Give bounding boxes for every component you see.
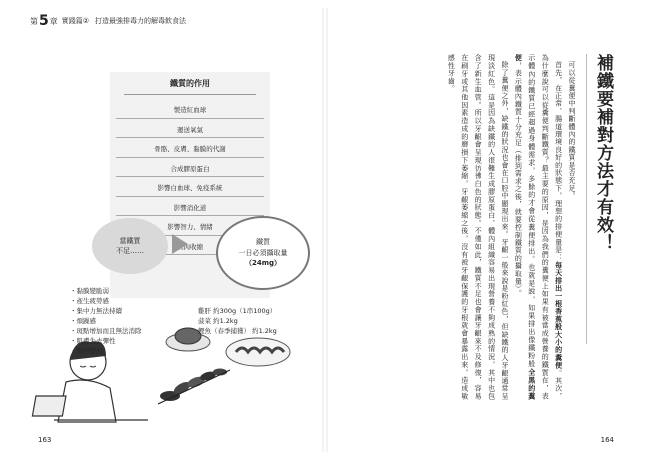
right-page-number: 164 (600, 436, 614, 444)
deficiency-line-2: 不足…… (116, 247, 144, 255)
text-run: 可以從糞便中判斷體內的鐵質是否充足。 (568, 61, 576, 200)
effect-item: 製造紅血球 (116, 102, 264, 119)
chapter-title: 打造最強排毒力的解毒飲食法 (95, 17, 187, 25)
text-run: 。其次，為什麼說可以從糞便判斷鐵質？最主要的原因，是因為我們的糞便上如果有被當成營養的鐵質在，表示體內的鐵質已經超過身體需求，多餘的才會從糞便排出。也就是說，如果排出像鐵粉般 (527, 54, 563, 400)
bold-phrase: 全黑的糞便 (514, 54, 536, 400)
symptom-item: ・ 肌膚失去彈性 (70, 336, 142, 346)
body-paragraph (511, 54, 565, 400)
text-run: 首先，在正常、腸道環境良好的狀態下，理想的排便量是： (554, 61, 563, 262)
effect-item: 合成膠原蛋白 (116, 161, 264, 178)
intake-line-1: 鐵質 (256, 238, 270, 247)
chapter-suffix: 章 (49, 16, 58, 26)
chapter-prefix: 第 (30, 16, 38, 26)
chapter-number: 5 (39, 13, 49, 29)
bonito-plate-icon (226, 338, 290, 366)
body-text (330, 54, 578, 400)
intake-line-2: 一日必須攝取量 (238, 248, 288, 257)
daily-intake-bubble (216, 216, 310, 290)
spinach-icon (158, 369, 230, 405)
arrow-right-icon (172, 234, 188, 254)
right-page (330, 10, 622, 448)
symptoms-list (70, 286, 142, 356)
food-item: 雞肝 約300g（1串100g） (198, 307, 277, 315)
effect-item: 影響消化道 (116, 200, 264, 217)
effect-item: 骨骼、皮膚、黏膜的代謝 (116, 141, 264, 158)
food-item: 鰹魚（春季捕獲） 約1.2kg (198, 327, 277, 336)
symptom-item: ・ 斑點增加而且無法消除 (70, 326, 142, 336)
deficiency-bubble (92, 218, 168, 274)
bold-phrase: 每天排出一根香蕉般大小的糞便 (554, 261, 563, 370)
symptom-item: ・ 黏膜變脆弱 (70, 286, 142, 296)
left-page (30, 10, 318, 448)
food-item: 菠菜 約1.2kg (198, 317, 238, 326)
text-run: 除了糞便之外，缺鐵的狀況也會在口腔中顯現出來。牙齦一般來說是粉紅色，但缺鐵的人牙齦通常呈現淡紅色。這是因為缺鐵的人很難生成膠原蛋白，體內組織容易出現營養不夠成熟的情況，其中也包含了新生血管。所以牙齦會呈現彷彿白色的狀態。不僅如此，鐵質不足也會讓牙齦來不及修復，容易在刷牙或其他因素造成的磨損下萎縮，牙齦萎縮之後，沒有被牙齦保護的牙根就會暴露出來，造成敏感性牙齒。 (447, 54, 509, 400)
symptom-item: ・ 產生疲勞感 (70, 296, 142, 306)
text-run: ，表示體內鐵質十分充足（排到需求之後，就要控制鐵質的攝取量）。 (514, 61, 523, 297)
panel-title: 鐵質的作用 (170, 79, 210, 88)
symptom-item: ・ 指甲變形 (70, 346, 142, 356)
body-paragraph (565, 54, 578, 400)
effect-item: 運送氧氣 (116, 122, 264, 139)
chapter-section: 實踐篇② (61, 17, 90, 25)
left-page-number: 163 (38, 436, 52, 444)
effect-item: 肌肉收縮 (116, 239, 264, 256)
iron-foods-list (198, 306, 277, 336)
deficiency-line-1: 當鐵質 (119, 236, 141, 245)
intake-line-3: （24mg） (244, 259, 282, 268)
body-paragraph (444, 54, 511, 400)
effect-item: 影響白血球、免疫系統 (116, 180, 264, 197)
book-gutter (322, 8, 328, 452)
symptom-item: ・ 煩躁感 (70, 316, 142, 326)
heading-divider (586, 54, 587, 344)
section-heading: 補鐵要補對方法才有效！ (593, 54, 613, 252)
panel-divider (124, 94, 256, 95)
symptom-item: ・ 集中力無法持續 (70, 306, 142, 316)
effect-item: 影響智力、情緒 (116, 219, 264, 236)
